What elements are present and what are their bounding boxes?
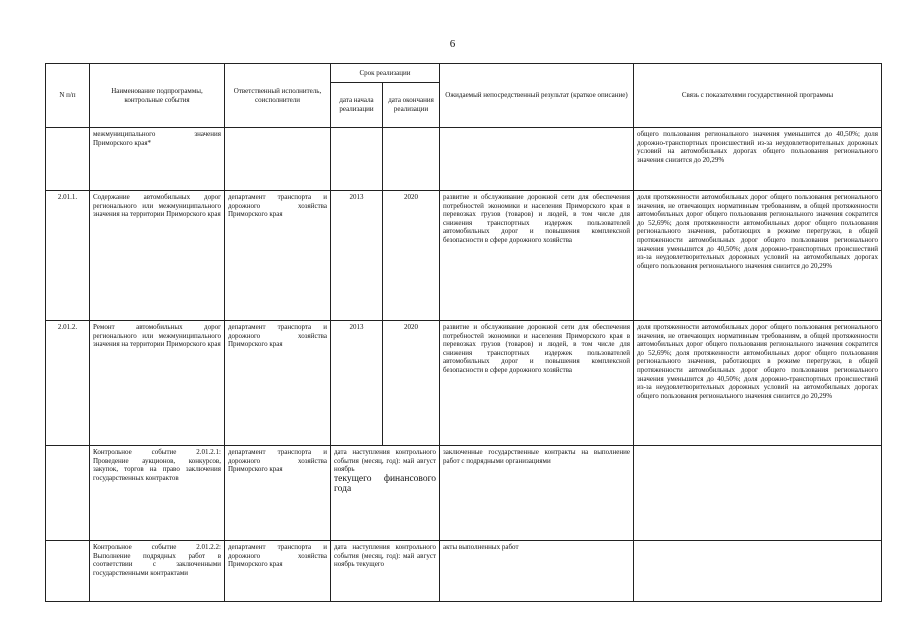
cell-control-date: [331, 446, 440, 541]
cell-result: развитие и обслуживание дорожной сети для обеспечения потребностей экономики и населения Приморского края в перевозках грузов (товаров) и людей, в том числе для снижения транспортных издержек пользователей автомобильных дорог и повышения комплексной безопасности в сфере дорожного хозяйства: [440, 321, 634, 446]
control-date-text: дата наступления контрольного события (месяц, год): май август ноябрь: [334, 448, 436, 474]
table-row: [46, 541, 882, 602]
program-table: [45, 63, 882, 602]
cell-responsible: [225, 128, 331, 191]
table-row: [46, 321, 882, 446]
cell-link: доля протяженности автомобильных дорог общего пользования регионального значения, не отвечающих нормативным требованиям, в общей протяженности автомобильных дорог общего пользования регионального значения сократится до 52,69%; доля протяженности автомобильных дорог общего пользования регионального значения, работающих в режиме перегрузки, в общей протяженности автомобильных дорог общего пользования регионального значения уменьшится до 40,50%; доля дорожно-транспортных происшествий из-за неудовлетворительных дорожных условий на автомобильных дорогах общего пользования регионального значения снизится до 20,29%: [634, 191, 882, 321]
cell-responsible: департамент транспорта и дорожного хозяйства Приморского края: [225, 446, 331, 541]
cell-responsible: департамент транспорта и дорожного хозяйства Приморского края: [225, 541, 331, 602]
cell-end: 2020: [383, 321, 440, 446]
cell-link: [634, 446, 882, 541]
header-start: дата начала реализации: [331, 83, 383, 128]
cell-name: межмуниципального значения Приморского края*: [90, 128, 225, 191]
cell-link: общего пользования регионального значения уменьшится до 40,50%; доля дорожно-транспортных происшествий из-за неудовлетворительных дорожных условий на автомобильных дорогах общего пользования регионального значения снизится до 20,29%: [634, 128, 882, 191]
cell-link: [634, 541, 882, 602]
cell-start: 2013: [331, 191, 383, 321]
table-row: [46, 191, 882, 321]
cell-result: заключенные государственные контракты на выполнение работ с подрядными организациями: [440, 446, 634, 541]
cell-end: [383, 128, 440, 191]
cell-start: 2013: [331, 321, 383, 446]
cell-name: Контрольное событие 2.01.2.2: Выполнение подрядных работ в соответствии с заключенными государственными контрактами: [90, 541, 225, 602]
cell-name: Ремонт автомобильных дорог регионального или межмуниципального значения на территории Приморского края: [90, 321, 225, 446]
header-responsible: Ответственный исполнитель, соисполнители: [225, 64, 331, 128]
header-result: Ожидаемый непосредственный результат (краткое описание): [440, 64, 634, 128]
cell-result: акты выполненных работ: [440, 541, 634, 602]
cell-num: [46, 446, 90, 541]
cell-link: доля протяженности автомобильных дорог общего пользования регионального значения, не отвечающих нормативным требованиям, в общей протяженности автомобильных дорог общего пользования регионального значения сократится до 52,69%; доля протяженности автомобильных дорог общего пользования регионального значения, работающих в режиме перегрузки, в общей протяженности автомобильных дорог общего пользования регионального значения уменьшится до 40,50%; доля дорожно-транспортных происшествий из-за неудовлетворительных дорожных условий на автомобильных дорогах общего пользования регионального значения снизится до 20,29%: [634, 321, 882, 446]
header-end: дата окончания реализации: [383, 83, 440, 128]
cell-responsible: департамент транспорта и дорожного хозяйства Приморского края: [225, 191, 331, 321]
header-name: Наименование подпрограммы, контрольные события: [90, 64, 225, 128]
page-number: 6: [449, 38, 456, 50]
cell-num: 2.01.2.: [46, 321, 90, 446]
cell-control-date: дата наступления контрольного события (месяц, год): май август ноябрь текущего: [331, 541, 440, 602]
control-date-year: текущего финансового года: [334, 473, 436, 494]
cell-num: 2.01.1.: [46, 191, 90, 321]
cell-num: [46, 541, 90, 602]
header-row-1: [46, 64, 882, 83]
table-row: [46, 446, 882, 541]
header-term: Срок реализации: [331, 64, 440, 83]
header-link: Связь с показателями государственной программы: [634, 64, 882, 128]
header-num: N п/п: [46, 64, 90, 128]
cell-name: Содержание автомобильных дорог регионального или межмуниципального значения на территории Приморского края: [90, 191, 225, 321]
cell-end: 2020: [383, 191, 440, 321]
table-row: [46, 128, 882, 191]
cell-num: [46, 128, 90, 191]
cell-result: развитие и обслуживание дорожной сети для обеспечения потребностей экономики и населения Приморского края в перевозках грузов (товаров) и людей, в том числе для снижения транспортных издержек пользователей автомобильных дорог и повышения комплексной безопасности в сфере дорожного хозяйства: [440, 191, 634, 321]
cell-start: [331, 128, 383, 191]
cell-result: [440, 128, 634, 191]
cell-name: Контрольное событие 2.01.2.1: Проведение аукционов, конкурсов, закупок, торгов на право заключения государственных контрактов: [90, 446, 225, 541]
cell-responsible: департамент транспорта и дорожного хозяйства Приморского края: [225, 321, 331, 446]
